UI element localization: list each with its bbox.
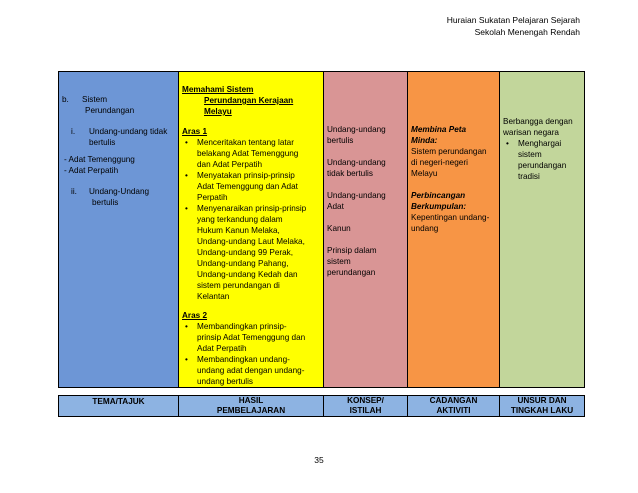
list-item xyxy=(503,138,581,182)
list-item-line: • Menceritakan tentang latar xyxy=(197,138,294,147)
adat-perpatih: - Adat Perpatih xyxy=(64,166,119,175)
list-item-line: • Membandingkan undang- xyxy=(197,355,290,364)
aras-2-label: Aras 2 xyxy=(182,311,208,320)
list-item-line: • Menyenaraikan prinsip-prinsip xyxy=(197,204,307,213)
cadangan-heading-2-b: Berkumpulan: xyxy=(411,202,467,211)
cadangan-heading-2-a: Perbincangan xyxy=(411,191,466,200)
konsep-cell xyxy=(324,72,408,388)
list-item-line: Undang-undang Pahang, xyxy=(197,259,289,268)
list-item-line: yang terkandung dalam xyxy=(197,215,283,224)
cadangan-text-1-b: di negeri-negeri xyxy=(411,158,468,167)
syllabus-table xyxy=(58,71,585,388)
header-cadangan-line-2: AKTIVITI xyxy=(436,406,471,415)
i-marker: i. xyxy=(71,127,76,136)
unsur-list xyxy=(503,138,581,182)
hasil-title-1: Memahami Sistem xyxy=(182,85,254,94)
list-item xyxy=(182,203,320,302)
unsur-line-1: Berbangga dengan xyxy=(503,117,573,126)
konsep-1-a: Undang-undang xyxy=(327,125,386,134)
konsep-2-b: tidak bertulis xyxy=(327,169,373,178)
list-item-line: Adat Perpatih xyxy=(197,344,247,353)
list-item-line: • Menyatakan prinsip-prinsip xyxy=(197,171,295,180)
konsep-3-b: Adat xyxy=(327,202,344,211)
list-item-line: sistem xyxy=(518,150,542,159)
b-line-1: Sistem xyxy=(82,95,108,104)
list-item-line: Undang-undang Laut Melaka, xyxy=(197,237,305,246)
header-line-1: Huraian Sukatan Pelajaran Sejarah xyxy=(446,15,580,25)
table-row xyxy=(59,72,585,388)
header-hasil xyxy=(179,396,324,417)
header-konsep-line-1: KONSEP/ xyxy=(347,396,384,405)
list-item-line: Hukum Kanun Melaka, xyxy=(197,226,280,235)
header-konsep xyxy=(324,396,408,417)
konsep-5-a: Prinsip dalam xyxy=(327,246,377,255)
list-item-line: undang bertulis xyxy=(197,377,253,386)
b-line-2: Perundangan xyxy=(85,106,135,115)
adat-temenggung: - Adat Temenggung xyxy=(64,155,135,164)
header-hasil-line-1: HASIL xyxy=(238,396,264,405)
list-item xyxy=(182,170,320,203)
list-item xyxy=(182,321,320,354)
cadangan-heading-1-a: Membina Peta xyxy=(411,125,467,134)
list-item-line: • Membandingkan prinsip- xyxy=(197,322,287,331)
unsur-line-2: warisan negara xyxy=(503,128,559,137)
header-unsur xyxy=(500,396,585,417)
cadangan-cell xyxy=(408,72,500,388)
unsur-cell xyxy=(500,72,585,388)
cadangan-text-1-a: Sistem perundangan xyxy=(411,147,487,156)
cadangan-text-2-b: undang xyxy=(411,224,439,233)
hasil-cell xyxy=(179,72,324,388)
header-line-2: Sekolah Menengah Rendah xyxy=(474,27,580,37)
i-line-2: bertulis xyxy=(89,138,116,147)
konsep-1-b: bertulis xyxy=(327,136,354,145)
cadangan-text-1-c: Melayu xyxy=(411,169,438,178)
hasil-title-3: Melayu xyxy=(204,107,232,116)
header-unsur-line-1: UNSUR DAN xyxy=(517,396,567,405)
list-item-line: Undang-undang 99 Perak, xyxy=(197,248,294,257)
konsep-5-b: sistem xyxy=(327,257,351,266)
list-item xyxy=(182,137,320,170)
list-item-line: tradisi xyxy=(518,172,540,181)
konsep-4: Kanun xyxy=(327,224,351,233)
list-item-line: Adat Temenggung dan Adat xyxy=(197,182,298,191)
tema-cell xyxy=(59,72,179,388)
header-tema xyxy=(59,396,179,417)
table-row xyxy=(59,396,585,417)
cadangan-heading-1-b: Minda: xyxy=(411,136,438,145)
ii-marker: ii. xyxy=(71,187,77,196)
header-cadangan-line-1: CADANGAN xyxy=(429,396,478,405)
list-item-line: sistem perundangan di xyxy=(197,281,280,290)
header-konsep-line-2: ISTILAH xyxy=(349,406,382,415)
list-item-line: perundangan xyxy=(518,161,567,170)
header-tema-text: TEMA/TAJUK xyxy=(92,397,145,406)
header-hasil-line-2: PEMBELAJARAN xyxy=(216,406,286,415)
list-item-line: dan Adat Perpatih xyxy=(197,160,263,169)
hasil-title-2: Perundangan Kerajaan xyxy=(204,96,294,105)
list-item-line: Perpatih xyxy=(197,193,228,202)
list-item-line: Kelantan xyxy=(197,292,230,301)
konsep-5-c: perundangan xyxy=(327,268,376,277)
aras-2-list xyxy=(182,321,320,387)
ii-line-1: Undang-Undang xyxy=(89,187,150,196)
list-item xyxy=(182,354,320,387)
konsep-2-a: Undang-undang xyxy=(327,158,386,167)
document-header xyxy=(447,14,580,38)
b-marker: b. xyxy=(62,95,69,104)
aras-1-list xyxy=(182,137,320,302)
ii-line-2: bertulis xyxy=(92,198,119,207)
header-unsur-line-2: TINGKAH LAKU xyxy=(510,406,574,415)
cadangan-text-2-a: Kepentingan undang- xyxy=(411,213,490,222)
aras-1-label: Aras 1 xyxy=(182,127,208,136)
column-headers xyxy=(58,395,585,417)
list-item-line: Undang-undang Kedah dan xyxy=(197,270,298,279)
i-line-1: Undang-undang tidak xyxy=(89,127,168,136)
konsep-3-a: Undang-undang xyxy=(327,191,386,200)
page-number: 35 xyxy=(314,455,324,465)
header-cadangan xyxy=(408,396,500,417)
list-item-line: belakang Adat Temenggung xyxy=(197,149,299,158)
list-item-line: prinsip Adat Temenggung dan xyxy=(197,333,306,342)
list-item-line: • Menghargai xyxy=(518,139,562,148)
list-item-line: undang adat dengan undang- xyxy=(197,366,305,375)
